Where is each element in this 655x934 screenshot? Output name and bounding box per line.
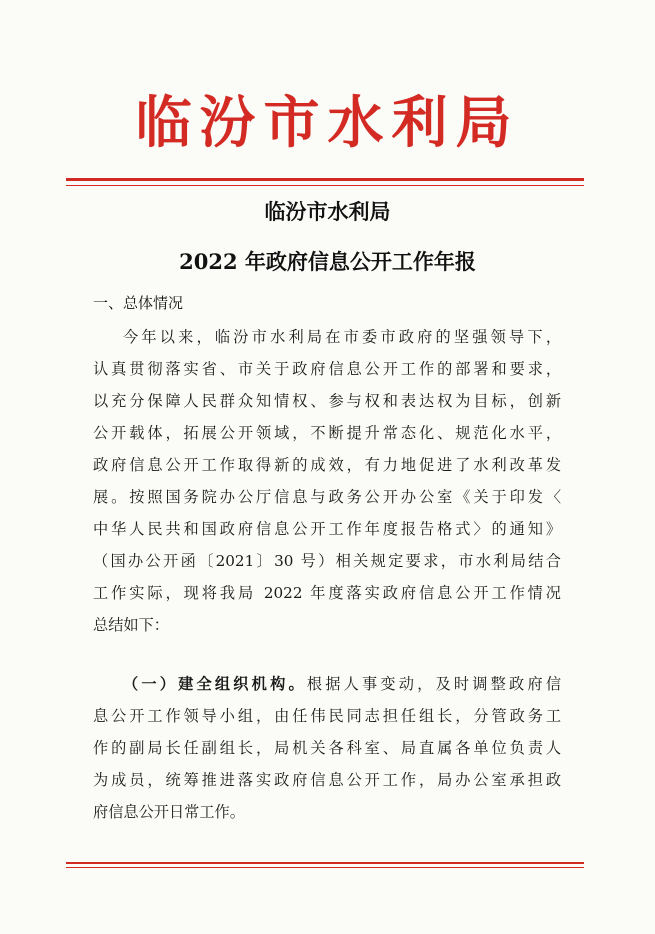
paragraph-line: 政府信息公开工作取得新的成效，有力地促进了水利改革发 (93, 456, 561, 474)
masthead-rule-thin (66, 185, 584, 186)
paragraph-overview (93, 321, 561, 641)
paragraph-line: （国办公开函〔2021〕30 号）相关规定要求，市水利局结合 (93, 552, 561, 570)
paragraph-organization (93, 668, 561, 828)
paragraph-line: 中华人民共和国政府信息公开工作年度报告格式〉的通知》 (93, 520, 561, 538)
paragraph-line: 认真贯彻落实省、市关于政府信息公开工作的部署和要求， (93, 360, 561, 378)
paragraph-line: 总结如下： (93, 616, 169, 634)
red-masthead: 临汾市水利局 (135, 90, 520, 156)
footer-rule-thin (66, 867, 584, 868)
paragraph-line: 为成员，统筹推进落实政府信息公开工作，局办公室承担政 (93, 771, 561, 789)
masthead-rule-thick (66, 178, 584, 181)
paragraph-line: 息公开工作领导小组，由任伟民同志担任组长，分管政务工 (93, 707, 561, 725)
paragraph-text: 根据人事变动，及时调整政府信 (306, 675, 562, 693)
subsection-heading-organization: （一）建全组织机构。 (123, 675, 307, 693)
paragraph-line: 展。按照国务院办公厅信息与政务公开办公室《关于印发〈 (93, 488, 561, 506)
doc-title-org: 临汾市水利局 (264, 199, 391, 224)
paragraph-line (93, 668, 561, 700)
paragraph-line: 以充分保障人民群众知情权、参与权和表达权为目标，创新 (93, 392, 561, 410)
paragraph-line: 作的副局长任副组长，局机关各科室、局直属各单位负责人 (93, 739, 561, 757)
doc-title-report: 2022 年政府信息公开工作年报 (179, 249, 476, 274)
paragraph-line: 今年以来，临汾市水利局在市委市政府的坚强领导下， (123, 328, 561, 346)
paragraph-line: 公开载体，拓展公开领域，不断提升常态化、规范化水平， (93, 424, 561, 442)
paragraph-line: 工作实际，现将我局 2022 年度落实政府信息公开工作情况 (93, 584, 561, 602)
footer-rule-thick (66, 862, 584, 864)
section-heading-overview: 一、总体情况 (93, 294, 184, 312)
paragraph-line: 府信息公开日常工作。 (93, 803, 245, 821)
